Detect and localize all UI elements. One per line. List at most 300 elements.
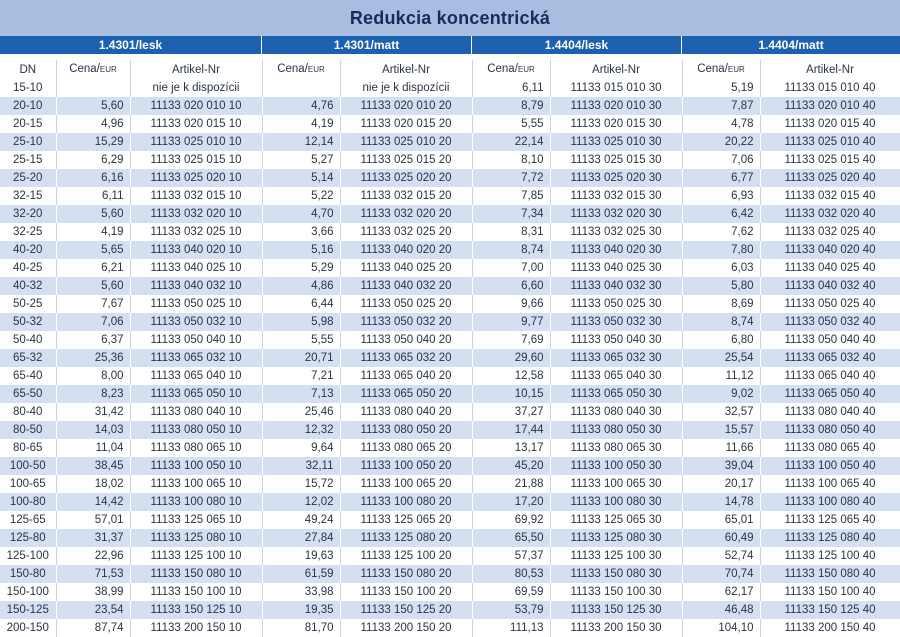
table-row bbox=[0, 439, 900, 457]
article-cell: 11133 100 065 30 bbox=[550, 475, 682, 493]
table-row bbox=[0, 79, 900, 97]
price-cell: 5,60 bbox=[56, 97, 130, 115]
article-cell: 11133 080 050 30 bbox=[550, 421, 682, 439]
article-cell: 11133 025 015 30 bbox=[550, 151, 682, 169]
article-header: Artikel-Nr bbox=[760, 60, 900, 79]
article-cell: 11133 100 050 40 bbox=[760, 457, 900, 475]
article-cell: 11133 025 020 10 bbox=[130, 169, 262, 187]
price-cell: 11,66 bbox=[682, 439, 760, 457]
grade-3-header: 1.4404/lesk bbox=[472, 36, 682, 54]
price-cell: 14,78 bbox=[682, 493, 760, 511]
article-cell: 11133 020 015 10 bbox=[130, 115, 262, 133]
dn-header: DN bbox=[0, 60, 56, 79]
article-cell: 11133 080 050 20 bbox=[340, 421, 472, 439]
article-cell: 11133 100 080 40 bbox=[760, 493, 900, 511]
article-cell: 11133 080 065 10 bbox=[130, 439, 262, 457]
price-cell: 14,03 bbox=[56, 421, 130, 439]
article-cell: 11133 065 040 20 bbox=[340, 367, 472, 385]
article-cell: 11133 065 040 30 bbox=[550, 367, 682, 385]
table-row bbox=[0, 511, 900, 529]
article-cell: 11133 080 050 10 bbox=[130, 421, 262, 439]
article-cell: 11133 032 025 20 bbox=[340, 223, 472, 241]
price-cell: 17,20 bbox=[472, 493, 550, 511]
dn-cell: 125-65 bbox=[0, 511, 56, 529]
article-cell: 11133 065 032 30 bbox=[550, 349, 682, 367]
article-cell: 11133 080 065 30 bbox=[550, 439, 682, 457]
article-cell: 11133 150 125 40 bbox=[760, 601, 900, 619]
price-cell: 5,27 bbox=[262, 151, 340, 169]
price-cell bbox=[56, 79, 130, 97]
article-cell: 11133 020 010 30 bbox=[550, 97, 682, 115]
article-cell: 11133 100 080 10 bbox=[130, 493, 262, 511]
price-cell: 19,35 bbox=[262, 601, 340, 619]
price-cell: 61,59 bbox=[262, 565, 340, 583]
article-cell: 11133 100 065 40 bbox=[760, 475, 900, 493]
dn-cell: 80-50 bbox=[0, 421, 56, 439]
price-cell: 11,12 bbox=[682, 367, 760, 385]
price-cell: 5,55 bbox=[472, 115, 550, 133]
table-row bbox=[0, 601, 900, 619]
table-row bbox=[0, 475, 900, 493]
price-cell: 8,74 bbox=[472, 241, 550, 259]
dn-cell: 80-40 bbox=[0, 403, 56, 421]
article-header: Artikel-Nr bbox=[550, 60, 682, 79]
price-cell: 38,99 bbox=[56, 583, 130, 601]
article-cell: 11133 025 015 10 bbox=[130, 151, 262, 169]
table-row bbox=[0, 583, 900, 601]
article-cell: 11133 025 020 40 bbox=[760, 169, 900, 187]
article-cell: 11133 100 050 10 bbox=[130, 457, 262, 475]
article-cell: 11133 080 040 20 bbox=[340, 403, 472, 421]
price-cell: 20,17 bbox=[682, 475, 760, 493]
price-cell: 5,55 bbox=[262, 331, 340, 349]
price-cell: 12,58 bbox=[472, 367, 550, 385]
article-cell: 11133 020 015 40 bbox=[760, 115, 900, 133]
price-cell: 25,36 bbox=[56, 349, 130, 367]
dn-cell: 150-80 bbox=[0, 565, 56, 583]
dn-cell: 80-65 bbox=[0, 439, 56, 457]
article-cell: 11133 025 015 40 bbox=[760, 151, 900, 169]
dn-cell: 40-25 bbox=[0, 259, 56, 277]
article-cell: 11133 125 100 30 bbox=[550, 547, 682, 565]
price-cell: 9,66 bbox=[472, 295, 550, 313]
article-cell: 11133 125 080 20 bbox=[340, 529, 472, 547]
dn-cell: 25-20 bbox=[0, 169, 56, 187]
article-cell: 11133 040 025 20 bbox=[340, 259, 472, 277]
price-header: Cena/EUR bbox=[682, 60, 760, 79]
article-cell: 11133 100 050 30 bbox=[550, 457, 682, 475]
price-cell: 7,80 bbox=[682, 241, 760, 259]
article-cell: 11133 150 100 40 bbox=[760, 583, 900, 601]
price-cell: 52,74 bbox=[682, 547, 760, 565]
price-cell: 7,72 bbox=[472, 169, 550, 187]
price-cell: 5,65 bbox=[56, 241, 130, 259]
article-cell: 11133 065 032 40 bbox=[760, 349, 900, 367]
price-cell: 21,88 bbox=[472, 475, 550, 493]
dn-cell: 25-10 bbox=[0, 133, 56, 151]
price-cell: 5,16 bbox=[262, 241, 340, 259]
article-cell: 11133 032 025 10 bbox=[130, 223, 262, 241]
price-cell: 7,87 bbox=[682, 97, 760, 115]
article-cell: 11133 025 010 40 bbox=[760, 133, 900, 151]
table-row bbox=[0, 115, 900, 133]
article-cell: nie je k dispozícii bbox=[340, 79, 472, 97]
price-cell: 7,06 bbox=[682, 151, 760, 169]
article-cell: 11133 065 050 30 bbox=[550, 385, 682, 403]
article-cell: 11133 150 080 10 bbox=[130, 565, 262, 583]
article-cell: 11133 125 100 40 bbox=[760, 547, 900, 565]
article-cell: 11133 080 065 20 bbox=[340, 439, 472, 457]
article-cell: 11133 065 050 20 bbox=[340, 385, 472, 403]
article-cell: 11133 050 025 20 bbox=[340, 295, 472, 313]
price-cell: 6,21 bbox=[56, 259, 130, 277]
price-cell: 8,69 bbox=[682, 295, 760, 313]
price-cell: 8,79 bbox=[472, 97, 550, 115]
article-cell: 11133 065 032 20 bbox=[340, 349, 472, 367]
price-cell: 7,69 bbox=[472, 331, 550, 349]
table-row bbox=[0, 313, 900, 331]
article-cell: 11133 050 040 10 bbox=[130, 331, 262, 349]
price-cell: 5,29 bbox=[262, 259, 340, 277]
price-cell: 25,46 bbox=[262, 403, 340, 421]
material-grade-header bbox=[0, 36, 900, 54]
table-row bbox=[0, 331, 900, 349]
price-cell: 6,16 bbox=[56, 169, 130, 187]
price-cell: 31,42 bbox=[56, 403, 130, 421]
price-table bbox=[0, 60, 900, 637]
column-header-row bbox=[0, 60, 900, 79]
price-cell: 32,57 bbox=[682, 403, 760, 421]
article-cell: 11133 050 032 30 bbox=[550, 313, 682, 331]
article-cell: 11133 050 032 20 bbox=[340, 313, 472, 331]
price-cell: 17,44 bbox=[472, 421, 550, 439]
article-cell: 11133 150 100 20 bbox=[340, 583, 472, 601]
table-row bbox=[0, 421, 900, 439]
price-cell: 23,54 bbox=[56, 601, 130, 619]
price-cell: 104,10 bbox=[682, 619, 760, 637]
article-cell: 11133 200 150 30 bbox=[550, 619, 682, 637]
price-cell: 15,29 bbox=[56, 133, 130, 151]
dn-cell: 20-10 bbox=[0, 97, 56, 115]
article-cell: 11133 100 050 20 bbox=[340, 457, 472, 475]
article-cell: 11133 080 040 40 bbox=[760, 403, 900, 421]
price-cell: 15,57 bbox=[682, 421, 760, 439]
article-cell: 11133 125 065 10 bbox=[130, 511, 262, 529]
price-cell: 39,04 bbox=[682, 457, 760, 475]
price-cell: 10,15 bbox=[472, 385, 550, 403]
article-cell: 11133 040 032 20 bbox=[340, 277, 472, 295]
article-cell: 11133 032 020 10 bbox=[130, 205, 262, 223]
price-cell: 70,74 bbox=[682, 565, 760, 583]
article-cell: 11133 150 125 30 bbox=[550, 601, 682, 619]
price-cell: 22,14 bbox=[472, 133, 550, 151]
dn-cell: 65-32 bbox=[0, 349, 56, 367]
price-cell: 7,06 bbox=[56, 313, 130, 331]
price-cell: 5,80 bbox=[682, 277, 760, 295]
dn-cell: 100-80 bbox=[0, 493, 56, 511]
price-cell: 11,04 bbox=[56, 439, 130, 457]
price-cell: 71,53 bbox=[56, 565, 130, 583]
price-cell: 9,64 bbox=[262, 439, 340, 457]
article-cell: 11133 032 020 30 bbox=[550, 205, 682, 223]
article-cell: 11133 025 020 20 bbox=[340, 169, 472, 187]
price-cell: 60,49 bbox=[682, 529, 760, 547]
price-cell: 9,02 bbox=[682, 385, 760, 403]
price-cell: 6,37 bbox=[56, 331, 130, 349]
price-cell: 57,01 bbox=[56, 511, 130, 529]
price-cell: 6,11 bbox=[472, 79, 550, 97]
article-cell: 11133 125 100 20 bbox=[340, 547, 472, 565]
price-cell: 5,60 bbox=[56, 277, 130, 295]
price-cell: 12,32 bbox=[262, 421, 340, 439]
article-cell: 11133 100 080 30 bbox=[550, 493, 682, 511]
price-cell: 8,74 bbox=[682, 313, 760, 331]
price-cell: 6,03 bbox=[682, 259, 760, 277]
article-cell: 11133 150 125 10 bbox=[130, 601, 262, 619]
price-cell: 65,01 bbox=[682, 511, 760, 529]
price-cell: 9,77 bbox=[472, 313, 550, 331]
article-cell: 11133 065 040 40 bbox=[760, 367, 900, 385]
dn-cell: 15-10 bbox=[0, 79, 56, 97]
price-header: Cena/EUR bbox=[262, 60, 340, 79]
price-cell: 5,60 bbox=[56, 205, 130, 223]
price-cell: 19,63 bbox=[262, 547, 340, 565]
article-cell: 11133 032 015 20 bbox=[340, 187, 472, 205]
price-cell: 8,31 bbox=[472, 223, 550, 241]
table-row bbox=[0, 457, 900, 475]
article-cell: 11133 032 025 30 bbox=[550, 223, 682, 241]
article-cell: 11133 200 150 10 bbox=[130, 619, 262, 637]
price-cell: 33,98 bbox=[262, 583, 340, 601]
article-header: Artikel-Nr bbox=[130, 60, 262, 79]
dn-cell: 40-32 bbox=[0, 277, 56, 295]
article-cell: 11133 040 025 10 bbox=[130, 259, 262, 277]
article-cell: 11133 065 032 10 bbox=[130, 349, 262, 367]
price-cell: 8,23 bbox=[56, 385, 130, 403]
price-cell: 45,20 bbox=[472, 457, 550, 475]
article-header: Artikel-Nr bbox=[340, 60, 472, 79]
article-cell: 11133 150 100 30 bbox=[550, 583, 682, 601]
table-row bbox=[0, 205, 900, 223]
table-row bbox=[0, 133, 900, 151]
price-cell: 6,29 bbox=[56, 151, 130, 169]
dn-cell: 150-100 bbox=[0, 583, 56, 601]
price-cell: 4,19 bbox=[262, 115, 340, 133]
price-cell: 8,00 bbox=[56, 367, 130, 385]
table-row bbox=[0, 187, 900, 205]
price-cell: 7,67 bbox=[56, 295, 130, 313]
article-cell: 11133 040 025 40 bbox=[760, 259, 900, 277]
price-cell: 29,60 bbox=[472, 349, 550, 367]
article-cell: 11133 040 025 30 bbox=[550, 259, 682, 277]
article-cell: 11133 065 050 40 bbox=[760, 385, 900, 403]
article-cell: 11133 040 032 30 bbox=[550, 277, 682, 295]
dn-cell: 100-50 bbox=[0, 457, 56, 475]
article-cell: 11133 032 020 20 bbox=[340, 205, 472, 223]
article-cell: 11133 020 010 40 bbox=[760, 97, 900, 115]
price-cell: 53,79 bbox=[472, 601, 550, 619]
article-cell: 11133 200 150 40 bbox=[760, 619, 900, 637]
dn-cell: 50-25 bbox=[0, 295, 56, 313]
article-cell: 11133 020 010 10 bbox=[130, 97, 262, 115]
price-cell: 4,76 bbox=[262, 97, 340, 115]
table-row bbox=[0, 241, 900, 259]
price-cell: 57,37 bbox=[472, 547, 550, 565]
price-cell: 6,11 bbox=[56, 187, 130, 205]
article-cell: 11133 050 040 20 bbox=[340, 331, 472, 349]
price-cell: 22,96 bbox=[56, 547, 130, 565]
article-cell: nie je k dispozícii bbox=[130, 79, 262, 97]
dn-cell: 100-65 bbox=[0, 475, 56, 493]
dn-cell: 65-50 bbox=[0, 385, 56, 403]
page-title: Redukcia koncentrická bbox=[349, 7, 551, 28]
article-cell: 11133 100 065 20 bbox=[340, 475, 472, 493]
article-cell: 11133 125 065 20 bbox=[340, 511, 472, 529]
price-cell: 81,70 bbox=[262, 619, 340, 637]
dn-cell: 150-125 bbox=[0, 601, 56, 619]
article-cell: 11133 150 080 20 bbox=[340, 565, 472, 583]
price-cell: 7,13 bbox=[262, 385, 340, 403]
article-cell: 11133 150 125 20 bbox=[340, 601, 472, 619]
article-cell: 11133 040 020 20 bbox=[340, 241, 472, 259]
article-cell: 11133 020 010 20 bbox=[340, 97, 472, 115]
price-cell: 80,53 bbox=[472, 565, 550, 583]
grade-2-header: 1.4301/matt bbox=[262, 36, 472, 54]
article-cell: 11133 032 020 40 bbox=[760, 205, 900, 223]
article-cell: 11133 032 015 10 bbox=[130, 187, 262, 205]
article-cell: 11133 125 080 30 bbox=[550, 529, 682, 547]
price-cell bbox=[262, 79, 340, 97]
price-cell: 14,42 bbox=[56, 493, 130, 511]
table-row bbox=[0, 169, 900, 187]
price-cell: 5,19 bbox=[682, 79, 760, 97]
article-cell: 11133 025 010 10 bbox=[130, 133, 262, 151]
price-cell: 20,71 bbox=[262, 349, 340, 367]
title-bar bbox=[0, 0, 900, 36]
price-cell: 62,17 bbox=[682, 583, 760, 601]
article-cell: 11133 065 050 10 bbox=[130, 385, 262, 403]
price-header: Cena/EUR bbox=[472, 60, 550, 79]
table-body bbox=[0, 79, 900, 637]
article-cell: 11133 040 032 10 bbox=[130, 277, 262, 295]
price-cell: 6,77 bbox=[682, 169, 760, 187]
price-cell: 49,24 bbox=[262, 511, 340, 529]
price-cell: 7,21 bbox=[262, 367, 340, 385]
article-cell: 11133 150 100 10 bbox=[130, 583, 262, 601]
dn-cell: 65-40 bbox=[0, 367, 56, 385]
grade-4-header: 1.4404/matt bbox=[758, 38, 824, 52]
price-cell: 7,85 bbox=[472, 187, 550, 205]
article-cell: 11133 050 025 10 bbox=[130, 295, 262, 313]
dn-cell: 40-20 bbox=[0, 241, 56, 259]
article-cell: 11133 015 010 40 bbox=[760, 79, 900, 97]
price-cell: 3,66 bbox=[262, 223, 340, 241]
dn-cell: 32-20 bbox=[0, 205, 56, 223]
price-cell: 87,74 bbox=[56, 619, 130, 637]
price-cell: 37,27 bbox=[472, 403, 550, 421]
article-cell: 11133 065 040 10 bbox=[130, 367, 262, 385]
table-row bbox=[0, 619, 900, 637]
article-cell: 11133 080 040 30 bbox=[550, 403, 682, 421]
price-cell: 4,19 bbox=[56, 223, 130, 241]
table-row bbox=[0, 259, 900, 277]
price-cell: 65,50 bbox=[472, 529, 550, 547]
table-row bbox=[0, 277, 900, 295]
dn-cell: 20-15 bbox=[0, 115, 56, 133]
price-cell: 7,00 bbox=[472, 259, 550, 277]
price-cell: 31,37 bbox=[56, 529, 130, 547]
article-cell: 11133 032 015 30 bbox=[550, 187, 682, 205]
price-cell: 15,72 bbox=[262, 475, 340, 493]
dn-cell: 125-100 bbox=[0, 547, 56, 565]
article-cell: 11133 020 015 30 bbox=[550, 115, 682, 133]
price-cell: 6,93 bbox=[682, 187, 760, 205]
article-cell: 11133 050 025 40 bbox=[760, 295, 900, 313]
price-cell: 20,22 bbox=[682, 133, 760, 151]
price-cell: 4,70 bbox=[262, 205, 340, 223]
price-cell: 12,02 bbox=[262, 493, 340, 511]
article-cell: 11133 040 020 30 bbox=[550, 241, 682, 259]
price-cell: 18,02 bbox=[56, 475, 130, 493]
article-cell: 11133 040 020 40 bbox=[760, 241, 900, 259]
table-row bbox=[0, 295, 900, 313]
grade-1-header: 1.4301/lesk bbox=[0, 36, 262, 54]
table-row bbox=[0, 151, 900, 169]
article-cell: 11133 125 065 40 bbox=[760, 511, 900, 529]
table-row bbox=[0, 547, 900, 565]
price-cell: 69,59 bbox=[472, 583, 550, 601]
article-cell: 11133 150 080 40 bbox=[760, 565, 900, 583]
price-cell: 5,22 bbox=[262, 187, 340, 205]
article-cell: 11133 125 080 10 bbox=[130, 529, 262, 547]
article-cell: 11133 080 050 40 bbox=[760, 421, 900, 439]
price-cell: 69,92 bbox=[472, 511, 550, 529]
article-cell: 11133 050 025 30 bbox=[550, 295, 682, 313]
table-row bbox=[0, 403, 900, 421]
article-cell: 11133 100 080 20 bbox=[340, 493, 472, 511]
table-row bbox=[0, 385, 900, 403]
dn-cell: 200-150 bbox=[0, 619, 56, 637]
table-row bbox=[0, 223, 900, 241]
table-row bbox=[0, 565, 900, 583]
price-cell: 8,10 bbox=[472, 151, 550, 169]
price-cell: 12,14 bbox=[262, 133, 340, 151]
article-cell: 11133 050 032 10 bbox=[130, 313, 262, 331]
price-header: Cena/EUR bbox=[56, 60, 130, 79]
price-cell: 5,14 bbox=[262, 169, 340, 187]
article-cell: 11133 050 040 40 bbox=[760, 331, 900, 349]
price-cell: 4,86 bbox=[262, 277, 340, 295]
price-cell: 32,11 bbox=[262, 457, 340, 475]
article-cell: 11133 150 080 30 bbox=[550, 565, 682, 583]
price-cell: 13,17 bbox=[472, 439, 550, 457]
table-row bbox=[0, 349, 900, 367]
article-cell: 11133 032 015 40 bbox=[760, 187, 900, 205]
price-cell: 111,13 bbox=[472, 619, 550, 637]
price-cell: 7,34 bbox=[472, 205, 550, 223]
article-cell: 11133 125 080 40 bbox=[760, 529, 900, 547]
dn-cell: 125-80 bbox=[0, 529, 56, 547]
article-cell: 11133 125 065 30 bbox=[550, 511, 682, 529]
price-cell: 6,60 bbox=[472, 277, 550, 295]
article-cell: 11133 025 015 20 bbox=[340, 151, 472, 169]
table-row bbox=[0, 493, 900, 511]
dn-cell: 25-15 bbox=[0, 151, 56, 169]
price-cell: 6,42 bbox=[682, 205, 760, 223]
article-cell: 11133 025 020 30 bbox=[550, 169, 682, 187]
table-row bbox=[0, 529, 900, 547]
dn-cell: 50-40 bbox=[0, 331, 56, 349]
